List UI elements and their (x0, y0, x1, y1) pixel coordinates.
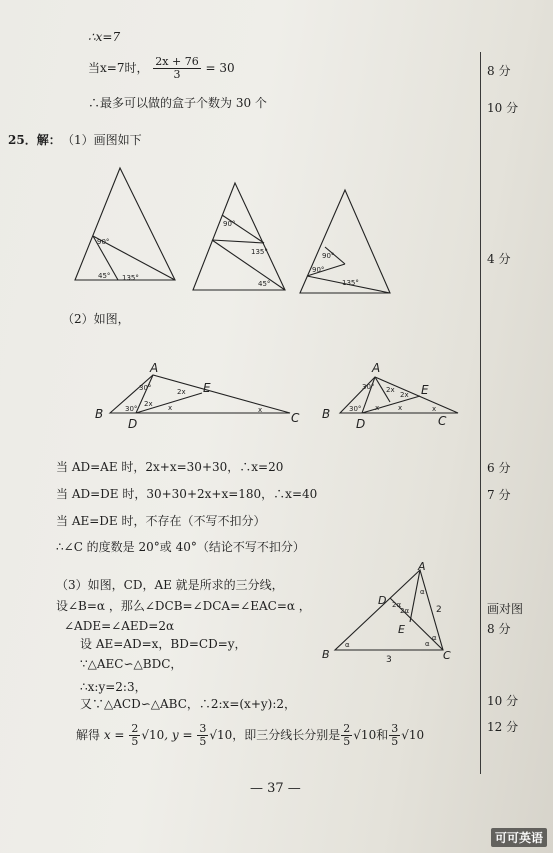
case-ad-ae: 当 AD=AE 时，2x+x=30+30，∴x=20 (56, 460, 284, 474)
t1-angle-135: 135° (122, 274, 139, 282)
fig3-alpha-c2: α (432, 634, 437, 642)
fig2a-x-c: x (258, 406, 263, 414)
t2-angle-90: 90° (223, 220, 236, 228)
case-ad-de: 当 AD=DE 时，30+30+2x+x=180，∴x=40 (56, 487, 318, 501)
case-ae-de: 当 AE=DE 时，不存在（不写不扣分） (56, 514, 266, 528)
part-3-angles: ∠ADE=∠AED=2α (64, 619, 175, 633)
part-3-similar-1: ∵△AEC∽△BDC， (80, 657, 183, 671)
part-2-heading: （2）如图， (62, 312, 130, 326)
final-solve-label: 解得 (76, 728, 101, 742)
formula-result: = 30 (205, 61, 235, 75)
fig2b-label-b: B (322, 407, 331, 421)
fig3-2alpha-e: 2α (400, 607, 410, 615)
final-x-label: x = (103, 728, 125, 742)
question-25-label: 25．解： (8, 133, 61, 147)
fig2a-label-c: C (291, 411, 300, 425)
t2-angle-45: 45° (258, 280, 271, 288)
fig2b-x-mid: x (398, 404, 403, 412)
fig2a-x-mid: x (168, 404, 173, 412)
t3-angle-90-b: 90° (312, 266, 325, 274)
fig2b-label-d: D (356, 417, 366, 431)
final-x-num: 2 (131, 722, 139, 735)
fig2b-x-d: x (375, 404, 380, 412)
part-3-intro: （3）如图，CD，AE 就是所求的三分线， (56, 578, 284, 592)
fig2a-label-d: D (128, 417, 138, 431)
part-3-lengths: 设 AE=AD=x，BD=CD=y， (80, 637, 247, 651)
score-8-top: 8 分 (487, 64, 511, 78)
fig2a-2x-d: 2x (144, 400, 153, 408)
fig3-label-c: C (443, 649, 451, 662)
score-10-top: 10 分 (487, 101, 519, 115)
final-y-label: , y = (164, 728, 193, 742)
fig2b-angle-30-b: 30° (349, 405, 362, 413)
t1-angle-90: 90° (97, 238, 110, 246)
fig2a-label-a: A (150, 361, 159, 375)
fig3-side-3: 3 (386, 655, 392, 665)
fig3-2alpha-d: 2α (392, 601, 402, 609)
fig3-side-2: 2 (436, 605, 442, 615)
fig2b-angle-30-top: 30° (362, 383, 375, 391)
fraction-denominator: 3 (173, 68, 181, 81)
final-x-root: √10 (141, 728, 165, 742)
fig3-label-e: E (398, 623, 405, 636)
final-len2-root: √10 (401, 728, 425, 742)
fig3-label-b: B (322, 648, 330, 661)
fraction-numerator: 2x + 76 (155, 55, 199, 68)
fig3-alpha-a: α (420, 588, 425, 596)
formula-prefix: 当x=7时， (88, 61, 149, 75)
final-len1-num: 2 (343, 722, 351, 735)
final-len1-root: √10 (353, 728, 377, 742)
fig2a-label-e: E (203, 381, 211, 395)
final-y-den: 5 (199, 735, 207, 748)
t1-angle-45: 45° (98, 272, 111, 280)
final-len2-den: 5 (391, 735, 399, 748)
fig2a-angle-30-top: 30° (139, 384, 152, 392)
t3-angle-135: 135° (342, 279, 359, 287)
fig3-alpha-b: α (345, 641, 350, 649)
line-max-boxes: ∴最多可以做的盒子个数为 30 个 (88, 96, 267, 110)
final-y-num: 3 (199, 722, 207, 735)
fig2a-angle-30-b: 30° (125, 405, 138, 413)
final-and: 和 (376, 728, 389, 742)
score-draw-correct: 画对图 (487, 602, 524, 616)
score-12: 12 分 (487, 720, 519, 734)
score-10-bottom: 10 分 (487, 694, 519, 708)
fig3-alpha-c1: α (425, 640, 430, 648)
fig3-triangle (335, 570, 443, 650)
t3-angle-90-a: 90° (322, 252, 335, 260)
fig3-label-d: D (378, 594, 387, 607)
final-x-den: 5 (131, 735, 139, 748)
fig2b-2x-e: 2x (400, 391, 409, 399)
fig2b-label-e: E (421, 383, 429, 397)
part-3-ratio: ∴x:y=2:3， (80, 680, 147, 694)
watermark-logo: 可可英语 (491, 828, 547, 847)
final-conclusion-text: ，即三分线长分别是 (232, 728, 341, 742)
conclusion-angle-c: ∴∠C 的度数是 20°或 40°（结论不写不扣分） (56, 540, 305, 554)
fig2b-2x-a: 2x (386, 386, 395, 394)
score-4: 4 分 (487, 252, 511, 266)
fig2a-label-b: B (95, 407, 104, 421)
part-3-similar-2: 又∵△ACD∽△ABC，∴2:x=(x+y):2， (80, 697, 297, 711)
score-6: 6 分 (487, 461, 511, 475)
line-x-equals-7: ∴x=7 (88, 30, 121, 44)
fig2a-2x-e: 2x (177, 388, 186, 396)
fig2b-label-c: C (438, 414, 447, 428)
fig2b-x-c: x (432, 405, 437, 413)
part-3-assume: 设∠B=α ，那么∠DCB=∠DCA=∠EAC=α ， (56, 599, 311, 613)
final-len2-num: 3 (391, 722, 399, 735)
fig3-label-a: A (418, 560, 426, 573)
page-number: — 37 — (250, 781, 301, 796)
t2-angle-135: 135° (251, 248, 268, 256)
final-len1-den: 5 (343, 735, 351, 748)
final-y-root: √10 (209, 728, 233, 742)
score-7: 7 分 (487, 488, 511, 502)
fig2b-label-a: A (372, 361, 381, 375)
score-8-bottom: 8 分 (487, 622, 511, 636)
part-1-heading: （1）画图如下 (62, 133, 142, 147)
